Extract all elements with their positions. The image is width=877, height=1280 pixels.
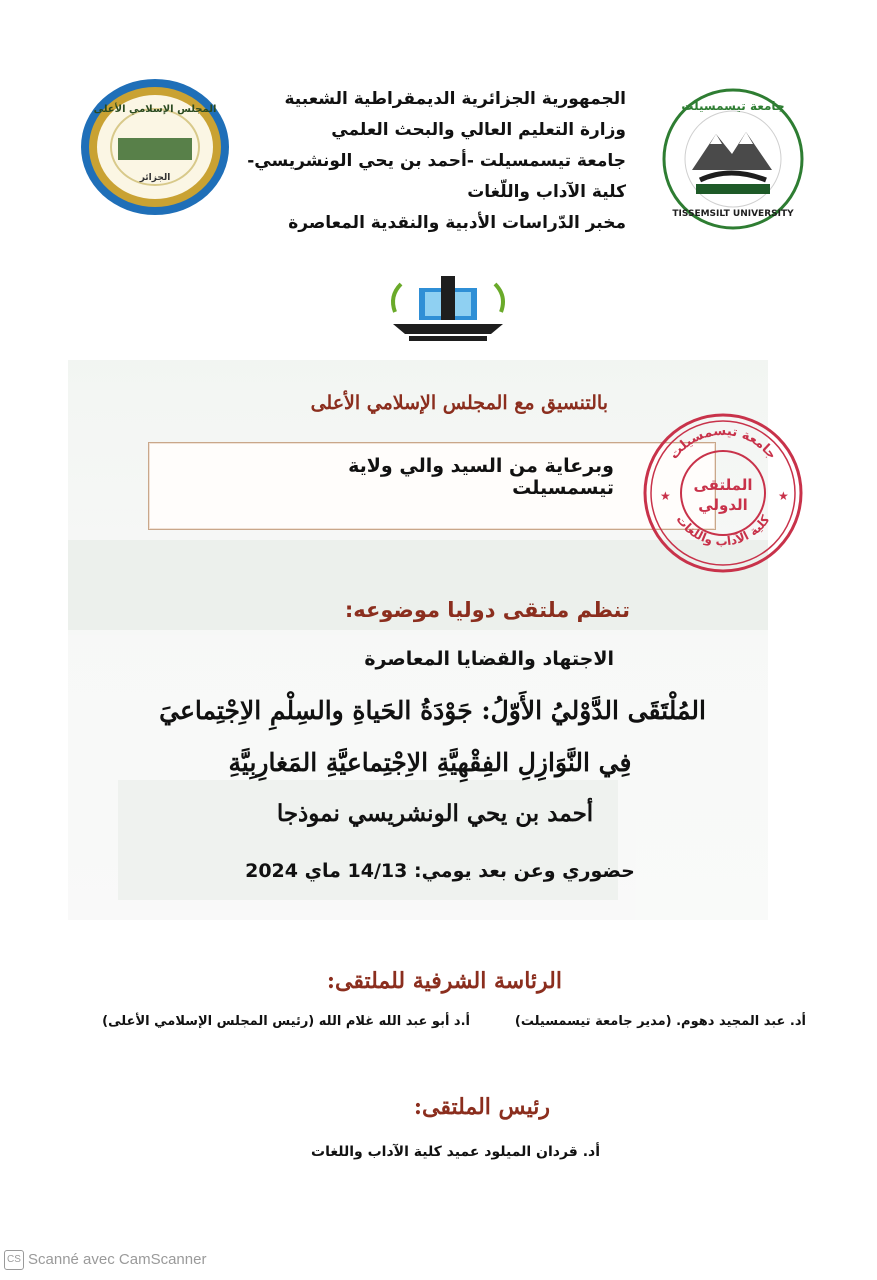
organizes-heading: تنظم ملتقى دوليا موضوعه: — [344, 598, 630, 622]
conference-dates: حضوري وعن بعد يومي: 14/13 ماي 2024 — [245, 860, 635, 882]
conference-theme: الاجتهاد والقضايا المعاصرة — [364, 648, 614, 670]
header-line-republic: الجمهورية الجزائرية الديمقراطية الشعبية — [284, 89, 626, 109]
sponsorship-text: وبرعاية من السيد والي ولاية تيسمسيلت — [348, 455, 614, 499]
svg-text:الجزائر: الجزائر — [139, 173, 171, 183]
header-line-university: جامعة تيسمسيلت -أحمد بن يحي الونشريسي- — [247, 151, 626, 171]
svg-text:TISSEMSILT UNIVERSITY: TISSEMSILT UNIVERSITY — [672, 209, 794, 219]
camscanner-icon: CS — [4, 1250, 24, 1270]
coordination-note: بالتنسيق مع المجلس الإسلامي الأعلى — [310, 392, 608, 414]
laboratory-emblem — [385, 272, 511, 344]
svg-text:جامعة تيسمسيلت: جامعة تيسمسيلت — [681, 99, 785, 113]
conference-title-line2: فِي النَّوَازِلِ الفِقْهِيَّةِ الاِجْتِماعيَّةِ المَغارِبِيَّةِ — [228, 748, 632, 777]
camscanner-watermark — [4, 1250, 206, 1272]
honorary-person-council-president: أ.د أبو عبد الله غلام الله (رئيس المجلس الإسلامي الأعلى) — [102, 1014, 470, 1029]
honorary-presidency-heading: الرئاسة الشرفية للملتقى: — [326, 968, 562, 994]
svg-text:★: ★ — [660, 489, 671, 503]
svg-text:★: ★ — [778, 489, 789, 503]
header-line-faculty: كلية الآداب واللّغات — [467, 182, 626, 202]
honorary-person-rector: أد. عبد المجيد دهوم. (مدير جامعة تيسمسيلت) — [514, 1014, 806, 1029]
conference-title-line3: أحمد بن يحي الونشريسي نموذجا — [276, 800, 594, 827]
islamic-council-logo — [78, 76, 232, 218]
conference-stamp — [640, 410, 806, 576]
svg-text:كلية الآداب واللغات: كلية الآداب واللغات — [673, 512, 773, 549]
svg-text:المجلس الإسلامي الأعلى: المجلس الإسلامي الأعلى — [93, 104, 217, 115]
camscanner-text: Scanné avec CamScanner — [28, 1250, 207, 1268]
conference-title-line1: المُلْتَقَى الدَّوْليُ الأَوّلُ: جَوْدَةُ الحَياةِ والسِلْمِ الاِجْتِماعيَ — [159, 696, 706, 725]
institution-header — [247, 84, 626, 239]
header-line-ministry: وزارة التعليم العالي والبحث العلمي — [331, 120, 626, 140]
tissemsilt-university-logo — [660, 88, 806, 230]
header-line-laboratory: مخبر الدّراسات الأدبية والنقدية المعاصرة — [288, 213, 626, 233]
svg-text:جامعة تيسمسيلت: جامعة تيسمسيلت — [666, 423, 780, 463]
conference-chair-name: أد. قردان الميلود عميد كلية الآداب واللغات — [311, 1144, 600, 1160]
svg-text:الملتقى: الملتقى — [693, 476, 753, 494]
conference-chair-heading: رئيس الملتقى: — [413, 1094, 550, 1120]
svg-text:الدولي: الدولي — [698, 496, 748, 514]
